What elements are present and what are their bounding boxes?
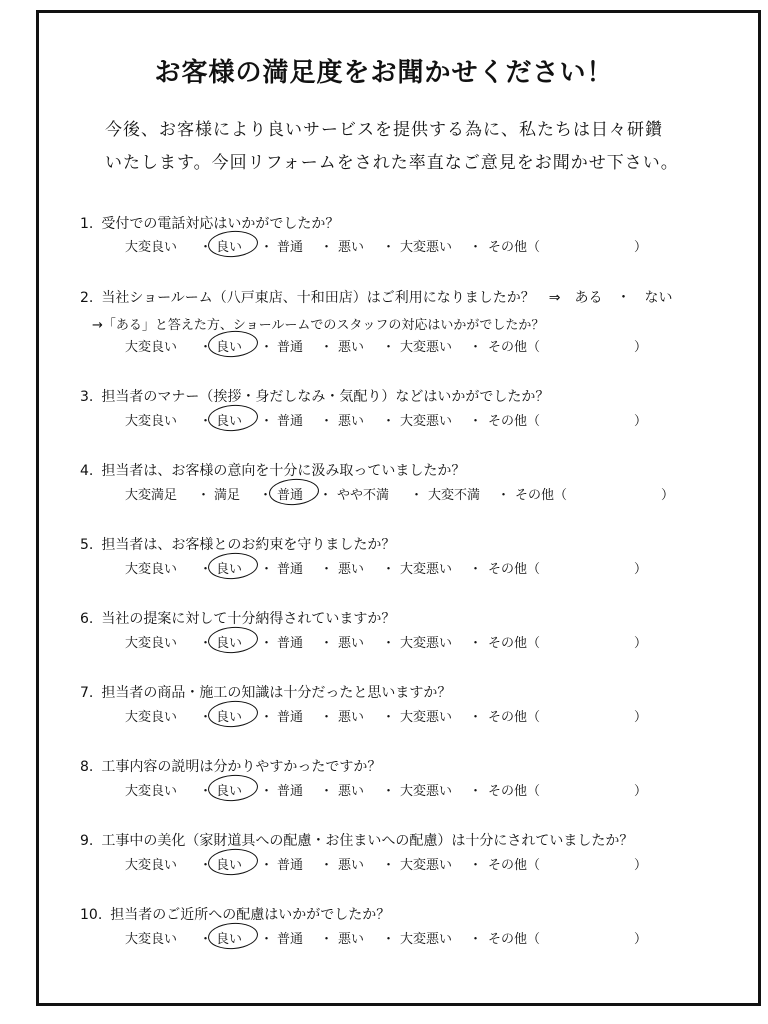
option-separator: ・ [260, 340, 274, 355]
option-separator: ・ [469, 636, 483, 651]
answer-options [0, 410, 768, 432]
question-number: 7. [80, 685, 94, 701]
answer-option[interactable]: やや不満 [337, 488, 390, 503]
answer-option[interactable]: その他（ [488, 414, 541, 429]
answer-option[interactable]: 悪い [338, 340, 365, 355]
option-separator: ・ [469, 784, 483, 799]
question-2 [80, 287, 673, 307]
question-text: 担当者のマナー（挨拶・身だしなみ・気配り）などはいかがでしたか？ [101, 389, 550, 405]
question-number: 8. [80, 759, 94, 775]
answer-option[interactable]: 普通 [277, 414, 304, 429]
question-10 [80, 904, 390, 924]
question-text: 担当者は、お客様とのお約束を守りましたか？ [101, 537, 396, 553]
option-separator: ・ [320, 636, 334, 651]
other-close-paren: ） [634, 340, 648, 355]
question-9 [80, 830, 633, 850]
question-text: 工事内容の説明は分かりやすかったですか？ [101, 759, 382, 775]
answer-option[interactable]: 大変良い [125, 710, 178, 725]
answer-options [0, 706, 768, 728]
other-close-paren: ） [634, 932, 648, 947]
question-1 [80, 213, 339, 233]
answer-option[interactable]: 大変悪い [400, 636, 453, 651]
option-separator: ・ [199, 340, 213, 355]
answer-option[interactable]: 普通 [277, 562, 304, 577]
intro-line-1: 今後、お客様により良いサービスを提供する為に、私たちは日々研鑽 [105, 120, 663, 140]
page-title: お客様の満足度をお聞かせください！ [154, 58, 614, 88]
answer-option[interactable]: 悪い [338, 240, 365, 255]
option-separator: ・ [320, 784, 334, 799]
option-separator: ・ [469, 932, 483, 947]
answer-option-selected[interactable]: 良い [216, 558, 242, 577]
option-separator: ・ [469, 562, 483, 577]
option-separator: ・ [260, 858, 274, 873]
answer-option[interactable]: 大変不満 [428, 488, 481, 503]
answer-option[interactable]: 大変良い [125, 340, 178, 355]
option-separator: ・ [260, 932, 274, 947]
answer-option[interactable]: 大変良い [125, 636, 178, 651]
option-separator: ・ [260, 562, 274, 577]
answer-option[interactable]: 普通 [277, 858, 304, 873]
answer-options [0, 854, 768, 876]
option-separator: ・ [320, 562, 334, 577]
answer-option[interactable]: その他（ [488, 710, 541, 725]
option-separator: ・ [320, 414, 334, 429]
option-separator: ・ [260, 710, 274, 725]
answer-option[interactable]: 悪い [338, 932, 365, 947]
option-separator: ・ [199, 240, 213, 255]
question-text: 担当者の商品・施工の知識は十分だったと思いますか？ [101, 685, 452, 701]
answer-option[interactable]: 大変良い [125, 858, 178, 873]
option-separator: ・ [260, 240, 274, 255]
answer-option[interactable]: 悪い [338, 784, 365, 799]
answer-option[interactable]: その他（ [488, 340, 541, 355]
question-number: 2. [80, 290, 94, 306]
question-number: 10. [80, 907, 103, 923]
answer-option-selected[interactable]: 良い [216, 928, 242, 947]
option-separator: ・ [469, 240, 483, 255]
answer-options [0, 236, 768, 258]
question-followup: →「ある」と答えた方、ショールームでのスタッフの対応はいかがでしたか？ [92, 318, 545, 333]
answer-option[interactable]: 普通 [277, 784, 304, 799]
option-separator: ・ [259, 488, 273, 503]
answer-options [0, 484, 768, 506]
other-close-paren: ） [661, 488, 675, 503]
answer-option[interactable]: その他（ [488, 240, 541, 255]
answer-option[interactable]: 大変良い [125, 784, 178, 799]
intro-line-2: いたします。今回リフォームをされた率直なご意見をお聞かせ下さい。 [105, 153, 679, 173]
other-close-paren: ） [634, 414, 648, 429]
question-number: 6. [80, 611, 94, 627]
answer-option[interactable]: 大変悪い [400, 858, 453, 873]
other-close-paren: ） [634, 784, 648, 799]
answer-option[interactable]: 普通 [277, 240, 304, 255]
option-separator: ・ [382, 562, 396, 577]
answer-option[interactable]: 悪い [338, 562, 365, 577]
answer-option[interactable]: 悪い [338, 636, 365, 651]
answer-option[interactable]: 大変悪い [400, 932, 453, 947]
question-text: 受付での電話対応はいかがでしたか？ [101, 216, 340, 232]
answer-option[interactable]: 普通 [277, 636, 304, 651]
question-text: 工事中の美化（家財道具への配慮・お住まいへの配慮）は十分にされていましたか？ [101, 833, 634, 849]
question-5 [80, 534, 395, 554]
answer-option[interactable]: 満足 [214, 488, 241, 503]
answer-option[interactable]: その他（ [488, 636, 541, 651]
other-close-paren: ） [634, 710, 648, 725]
option-separator: ・ [469, 710, 483, 725]
other-close-paren: ） [634, 858, 648, 873]
option-separator: ・ [382, 340, 396, 355]
answer-option-selected[interactable]: 普通 [277, 484, 303, 503]
option-separator: ・ [199, 636, 213, 651]
other-close-paren: ） [634, 240, 648, 255]
option-separator: ・ [199, 784, 213, 799]
answer-option[interactable]: 大変悪い [400, 710, 453, 725]
answer-option[interactable]: その他（ [515, 488, 568, 503]
option-separator: ・ [382, 784, 396, 799]
question-6 [80, 608, 395, 628]
answer-options [0, 780, 768, 802]
answer-options [0, 558, 768, 580]
answer-option[interactable]: 大変良い [125, 240, 178, 255]
answer-option[interactable]: 悪い [338, 858, 365, 873]
answer-option-selected[interactable]: 良い [216, 706, 242, 725]
answer-option-selected[interactable]: 良い [216, 780, 242, 799]
answer-options [0, 336, 768, 358]
question-number: 3. [80, 389, 94, 405]
option-separator: ・ [382, 932, 396, 947]
answer-option[interactable]: その他（ [488, 932, 541, 947]
answer-option[interactable]: 大変悪い [400, 340, 453, 355]
option-separator: ・ [260, 784, 274, 799]
answer-option[interactable]: 普通 [277, 340, 304, 355]
option-separator: ・ [497, 488, 511, 503]
answer-option[interactable]: その他（ [488, 784, 541, 799]
question-text: 当社ショールーム（八戸東店、十和田店）はご利用になりましたか？ ⇒ ある ・ ない [101, 290, 673, 306]
other-close-paren: ） [634, 636, 648, 651]
option-separator: ・ [382, 414, 396, 429]
option-separator: ・ [469, 858, 483, 873]
question-number: 4. [80, 463, 94, 479]
option-separator: ・ [382, 240, 396, 255]
answer-option-selected[interactable]: 良い [216, 336, 242, 355]
answer-option[interactable]: 大変悪い [400, 784, 453, 799]
question-text: 担当者は、お客様の意向を十分に汲み取っていましたか？ [101, 463, 466, 479]
answer-option-selected[interactable]: 良い [216, 632, 242, 651]
option-separator: ・ [199, 932, 213, 947]
question-3 [80, 386, 549, 406]
answer-option-selected[interactable]: 良い [216, 410, 242, 429]
option-separator: ・ [199, 710, 213, 725]
option-separator: ・ [469, 414, 483, 429]
option-separator: ・ [320, 710, 334, 725]
option-separator: ・ [320, 340, 334, 355]
question-number: 5. [80, 537, 94, 553]
option-separator: ・ [382, 858, 396, 873]
answer-option[interactable]: 大変悪い [400, 562, 453, 577]
answer-option[interactable]: 大変悪い [400, 240, 453, 255]
option-separator: ・ [382, 636, 396, 651]
option-separator: ・ [319, 488, 333, 503]
answer-option[interactable]: その他（ [488, 562, 541, 577]
answer-option[interactable]: 普通 [277, 710, 304, 725]
answer-option[interactable]: 悪い [338, 414, 365, 429]
question-number: 9. [80, 833, 94, 849]
answer-option[interactable]: 大変満足 [125, 488, 178, 503]
option-separator: ・ [320, 932, 334, 947]
option-separator: ・ [199, 414, 213, 429]
option-separator: ・ [320, 858, 334, 873]
question-4 [80, 460, 465, 480]
answer-option[interactable]: 普通 [277, 932, 304, 947]
answer-option[interactable]: 大変悪い [400, 414, 453, 429]
other-close-paren: ） [634, 562, 648, 577]
option-separator: ・ [260, 414, 274, 429]
option-separator: ・ [199, 562, 213, 577]
option-separator: ・ [320, 240, 334, 255]
question-number: 1. [80, 216, 94, 232]
answer-option[interactable]: 大変良い [125, 932, 178, 947]
question-text: 当社の提案に対して十分納得されていますか？ [101, 611, 396, 627]
question-8 [80, 756, 381, 776]
answer-option[interactable]: その他（ [488, 858, 541, 873]
option-separator: ・ [199, 858, 213, 873]
answer-option-selected[interactable]: 良い [216, 854, 242, 873]
answer-option-selected[interactable]: 良い [216, 236, 242, 255]
answer-option[interactable]: 大変良い [125, 414, 178, 429]
answer-option[interactable]: 大変良い [125, 562, 178, 577]
option-separator: ・ [469, 340, 483, 355]
option-separator: ・ [382, 710, 396, 725]
option-separator: ・ [410, 488, 424, 503]
answer-options [0, 632, 768, 654]
option-separator: ・ [260, 636, 274, 651]
answer-options [0, 928, 768, 950]
answer-option[interactable]: 悪い [338, 710, 365, 725]
question-7 [80, 682, 451, 702]
question-text: 担当者のご近所への配慮はいかがでしたか？ [110, 907, 391, 923]
option-separator: ・ [197, 488, 211, 503]
